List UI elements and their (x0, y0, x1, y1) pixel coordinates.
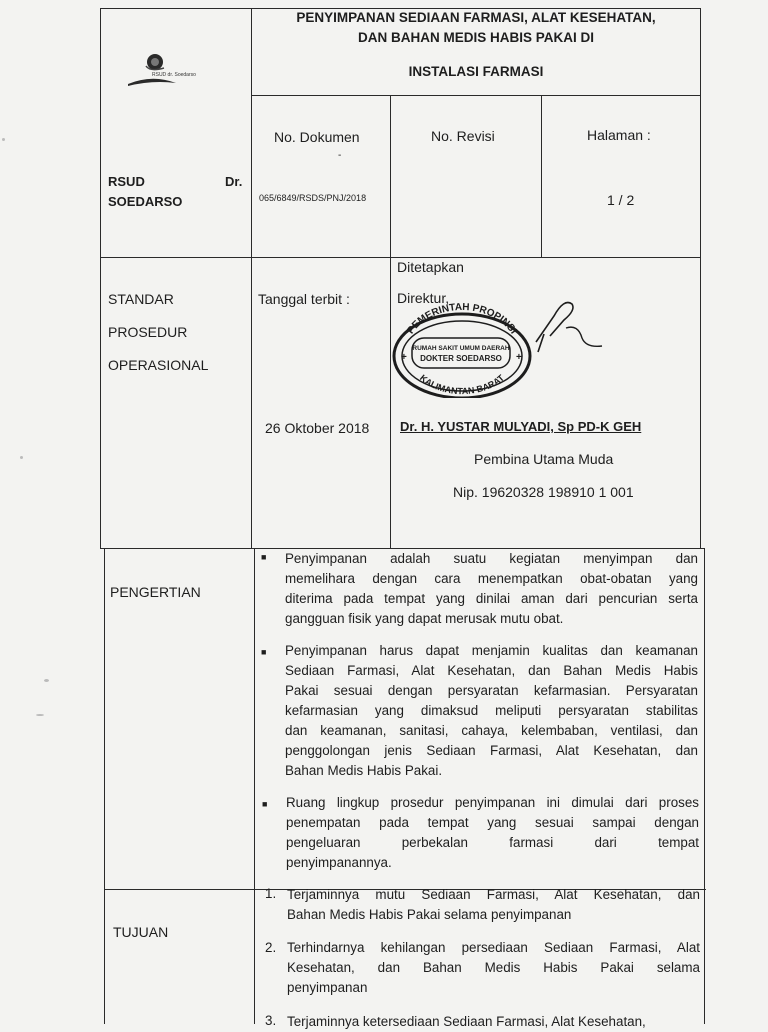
signature-icon (520, 294, 610, 358)
official-stamp (388, 302, 534, 398)
logo-text: RSUD dr. Soedarso (152, 72, 196, 78)
stamp-star-right-icon: + (516, 352, 522, 363)
scan-speck (2, 138, 5, 141)
table-border-title-bottom (251, 95, 701, 96)
signatory-rank: Pembina Utama Muda (474, 451, 614, 467)
definition-label: PENGERTIAN (110, 584, 201, 600)
page-label: Halaman : (587, 127, 651, 143)
bullet-2-icon: ■ (261, 647, 267, 657)
document-title-line-1: PENYIMPANAN SEDIAAN FARMASI, ALAT KESEHATAN, (296, 10, 656, 25)
table-border-top (100, 8, 701, 9)
table-border-right (700, 8, 701, 549)
table-border-header-bottom (100, 257, 701, 258)
purpose-item-3: Terjaminnya ketersediaan Sediaan Farmasi, Alat Kesehatan, (287, 1014, 646, 1029)
hospital-logo-icon (124, 50, 196, 92)
table-border-right-lower (704, 548, 705, 1024)
purpose-number-2: 2. (265, 940, 277, 955)
definition-bullet-3: Ruang lingkup prosedur penyimpanan ini dimulai dari proses penempatan pada tempat yang sesuai sampai dengan pengeluaran perbekalan farmasi dari tempat penyimpanannya. (286, 795, 699, 870)
definition-bullet-2: Penyimpanan harus dapat menjamin kualitas dan keamanan Sediaan Farmasi, Alat Kesehatan, dan Bahan Medis Habis Pakai sesuai dengan persyaratan kefarmasian. Persyaratan kefarmasian yang dimaksud meliputi persyaratan stabilitas dan keamanan, sanitasi, cahaya, kelembaban, ventilasi, dan penggolongan jenis Sediaan Farmasi, Alat Kesehatan, dan Bahan Medis Habis Pakai. (285, 643, 698, 778)
purpose-item-2: Terhindarnya kehilangan persediaan Sediaan Farmasi, Alat Kesehatan, dan Bahan Medis Habis Pakai selama penyimpanan (287, 940, 700, 995)
hospital-name-right: Dr. (225, 174, 243, 189)
stamp-top-text: PEMERINTAH PROPINSI (405, 302, 519, 337)
document-number-label: No. Dokumen (274, 129, 360, 145)
table-border-col1-lower (254, 548, 255, 1024)
sop-label-line-2: PROSEDUR (108, 324, 188, 340)
hospital-name-left: RSUD (108, 174, 145, 189)
hospital-name-line-2: SOEDARSO (108, 194, 183, 209)
revision-number-label: No. Revisi (431, 128, 495, 144)
established-by: Direktur, (397, 290, 450, 306)
sop-label-line-3: OPERASIONAL (108, 357, 209, 373)
table-border-left (100, 8, 101, 549)
signatory-nip: Nip. 19620328 198910 1 001 (453, 484, 634, 500)
scan-speck (44, 679, 49, 682)
stamp-inner-text-1: RUMAH SAKIT UMUM DAERAH (412, 345, 510, 352)
purpose-item-1: Terjaminnya mutu Sediaan Farmasi, Alat Kesehatan, dan Bahan Medis Habis Pakai selama penyimpanan (287, 887, 700, 922)
scan-speck (20, 456, 23, 459)
table-border-col3 (541, 95, 542, 258)
stamp-inner-text-2: DOKTER SOEDARSO (420, 354, 502, 363)
stamp-star-left-icon: + (401, 352, 407, 363)
stamp-bottom-text: KALIMANTAN BARAT (417, 372, 507, 397)
bullet-3-icon: ■ (262, 799, 268, 809)
definition-bullet-1: Penyimpanan adalah suatu kegiatan menyimpan dan memelihara dengan cara menempatkan obat-obatan yang diterima pada tempat yang dinilai aman dari pencurian serta gangguan fisik yang dapat merusak mutu obat. (285, 551, 698, 626)
table-border-col1 (251, 8, 252, 549)
dash-mark: - (338, 150, 342, 161)
scan-speck (36, 714, 44, 716)
issue-date-value: 26 Oktober 2018 (265, 420, 370, 436)
purpose-number-3: 3. (265, 1013, 277, 1028)
bullet-1-icon: ■ (261, 552, 267, 562)
document-title-line-2: DAN BAHAN MEDIS HABIS PAKAI DI (357, 30, 594, 45)
purpose-label: TUJUAN (113, 924, 169, 940)
page-value: 1 / 2 (607, 192, 635, 208)
sop-label-line-1: STANDAR (108, 291, 174, 307)
document-title-line-3: INSTALASI FARMASI (408, 64, 544, 79)
signatory-name: Dr. H. YUSTAR MULYADI, Sp PD-K GEH (400, 419, 642, 434)
table-border-left-lower (104, 548, 105, 1024)
document-number-value: 065/6849/RSDS/PNJ/2018 (259, 193, 367, 203)
purpose-number-1: 1. (265, 886, 277, 901)
established-label: Ditetapkan (397, 259, 464, 275)
issue-date-label: Tanggal terbit : (258, 291, 350, 307)
